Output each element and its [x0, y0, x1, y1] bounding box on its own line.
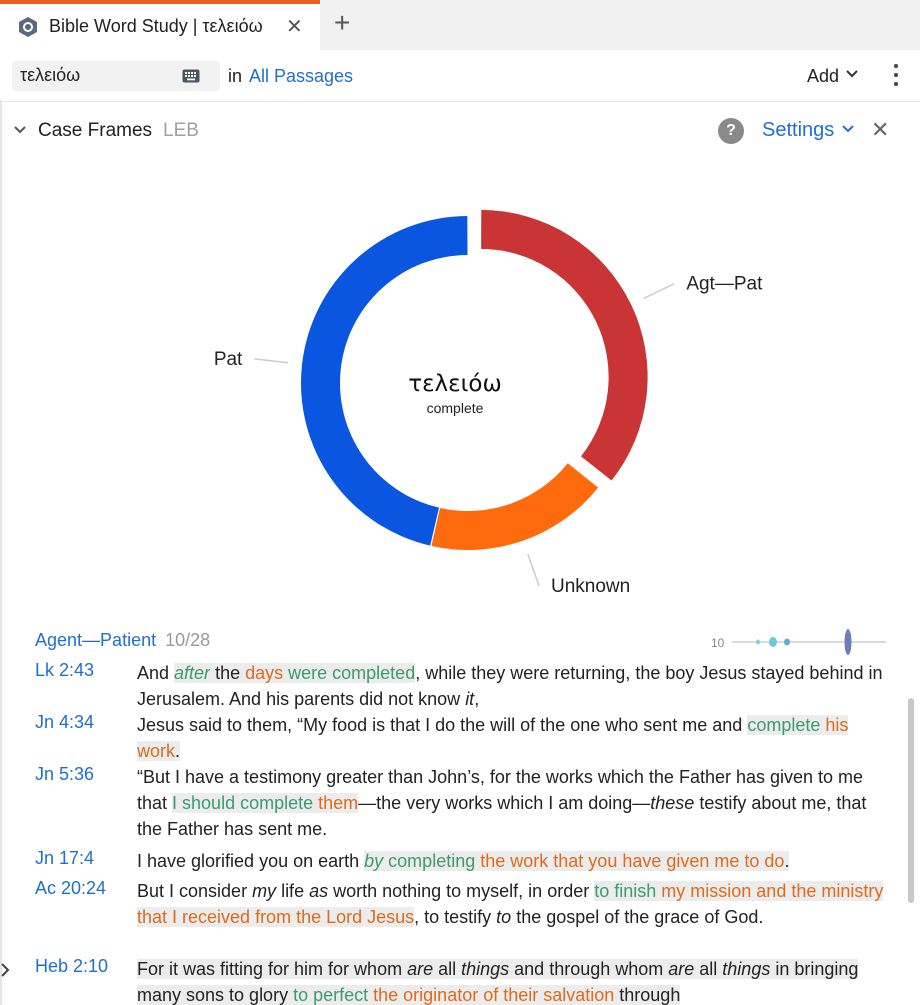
slice-leader-line: [528, 554, 539, 586]
panel-title: Case Frames: [38, 120, 153, 141]
slice-label[interactable]: Unknown: [551, 575, 631, 597]
chart-center-title: τελειόω: [408, 371, 502, 397]
settings-chevron-icon[interactable]: [842, 125, 854, 133]
collapse-chevron-icon[interactable]: [14, 126, 26, 134]
keyboard-icon[interactable]: [182, 69, 200, 83]
result-text: But I consider my life as worth nothing to myself, in order to finish my mission and the ministry that I received from the Lord Jesus, to testify to the gospel of the grace of God.: [137, 881, 884, 927]
tab-bar: [0, 0, 920, 50]
search-row: [0, 50, 920, 102]
result-reference-link[interactable]: Ac 20:24: [35, 878, 107, 898]
case-frames-donut-chart: [0, 158, 920, 618]
expand-left-icon[interactable]: [0, 958, 14, 982]
chevron-down-icon[interactable]: [846, 70, 858, 78]
result-reference-link[interactable]: Jn 4:34: [35, 712, 95, 732]
slice-leader-line: [254, 359, 288, 363]
result-text: And after the days were completed, while they were returning, the boy Jesus stayed behind in Jerusalem. And his parents did not know it,: [137, 663, 883, 709]
group-agent-label[interactable]: Agent: [35, 630, 83, 650]
more-options-icon[interactable]: [892, 64, 900, 90]
result-reference-link[interactable]: Heb 2:10: [35, 956, 109, 976]
result-text: For it was fitting for him for whom are all things and through whom are all things in bringing many sons to glory to perfect the originator of their salvation through: [137, 959, 859, 1005]
panel-close-icon[interactable]: ✕: [871, 117, 890, 142]
slice-label[interactable]: Agt—Pat: [686, 273, 763, 295]
search-input[interactable]: [12, 61, 220, 91]
slice-leader-line: [644, 284, 675, 299]
sparkline-label: 10: [711, 636, 725, 650]
panel-version: LEB: [163, 120, 199, 141]
result-text: I have glorified you on earth by completing the work that you have given me to do.: [137, 851, 790, 871]
in-label: in: [228, 66, 243, 86]
group-header-agent-patient[interactable]: [35, 630, 210, 651]
tab-close-icon[interactable]: ✕: [286, 16, 303, 38]
panel-header: [0, 102, 920, 158]
result-reference-link[interactable]: Jn 17:4: [35, 848, 95, 868]
distribution-sparkline[interactable]: [710, 628, 890, 656]
logos-icon: [18, 16, 38, 38]
donut-slice-agt-pat[interactable]: [481, 210, 647, 481]
result-text: Jesus said to them, “My food is that I do the will of the one who sent me and complete his work.: [137, 715, 849, 761]
tab-bible-word-study[interactable]: [0, 0, 320, 50]
result-text: “But I have a testimony greater than John’s, for the works which the Father has given to me that I should complete them—the very works which I am doing—these testify about me, that the Father has sent me.: [137, 767, 867, 839]
passage-scope-link[interactable]: All Passages: [249, 66, 354, 86]
tab-title: Bible Word Study | τελειόω: [49, 16, 263, 36]
group-count: 10/28: [165, 630, 211, 650]
donut-slice-unknown[interactable]: [431, 463, 598, 550]
result-reference-link[interactable]: Lk 2:43: [35, 660, 95, 680]
chart-center-subtitle: complete: [426, 400, 484, 416]
add-button[interactable]: Add: [807, 66, 840, 86]
group-patient-label[interactable]: Patient: [100, 630, 157, 650]
help-icon[interactable]: ?: [718, 118, 744, 144]
result-reference-link[interactable]: Jn 5:36: [35, 764, 95, 784]
group-dash: —: [82, 630, 101, 650]
search-value[interactable]: τελειόω: [20, 65, 81, 85]
new-tab-button[interactable]: +: [334, 7, 351, 38]
settings-button[interactable]: Settings: [762, 119, 835, 141]
results-scrollbar[interactable]: [908, 698, 914, 903]
slice-label[interactable]: Pat: [213, 348, 243, 370]
results-list: [0, 626, 905, 1005]
